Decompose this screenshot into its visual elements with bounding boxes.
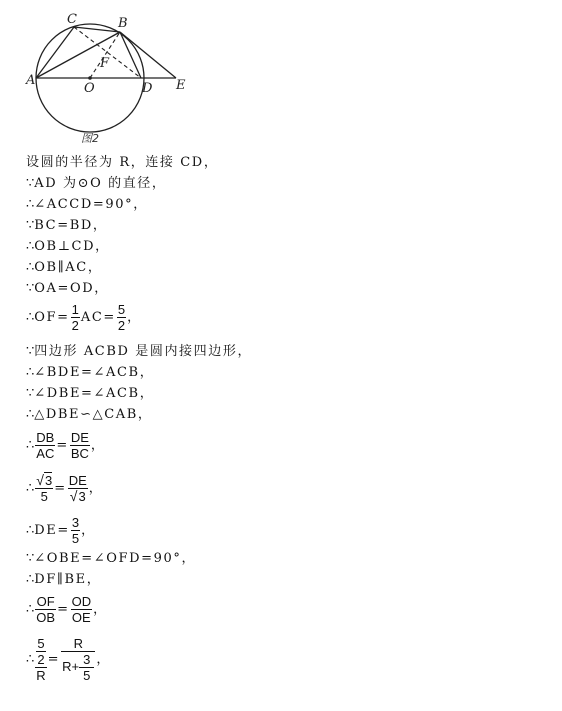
proof-line-11: ∵∠DBE=∠ACB，	[26, 386, 155, 401]
label-c: C	[67, 12, 77, 27]
proof-line-9: ∵四边形 ACBD 是圆内接四边形，	[26, 344, 253, 359]
proof-line-16: ∵∠OBE=∠OFD=90°，	[26, 551, 197, 566]
proof-line-14: ∴ $\frac{√3}{5}$ = $\frac{DE}{√3}$ ，	[26, 472, 104, 504]
because-symbol: ∵	[26, 218, 35, 233]
because-symbol: ∵	[26, 281, 35, 296]
proof-line-13: ∴ $\frac{DB}{AC}$ = $\frac{DE}{BC}$ ，	[26, 430, 106, 461]
label-f: F	[100, 56, 110, 71]
proof-line-6: ∴OB∥AC，	[26, 260, 103, 275]
proof-line-3: ∴∠ACCD=90°，	[26, 197, 148, 212]
proof-line-4: ∵BC=BD，	[26, 218, 108, 233]
proof-line-15: ∴DE= $\frac{3}{5}$ ，	[26, 515, 96, 546]
fraction: $\frac{DE}{BC}$	[70, 430, 89, 461]
fraction: $\frac{OF}{OB}$	[36, 594, 56, 625]
proof-line-10: ∴∠BDE=∠ACB，	[26, 365, 155, 380]
label-a: A	[26, 73, 36, 88]
compound-fraction: R R+ $\frac{3}{5}$	[61, 636, 95, 683]
proof-line-1: 设圆的半径为 R，连接 CD，	[26, 155, 219, 170]
center-point-o	[88, 76, 92, 80]
line-ob-dashed	[90, 32, 120, 78]
geometry-figure	[24, 8, 194, 143]
therefore-symbol: ∴	[26, 239, 35, 254]
because-symbol: ∵	[26, 176, 35, 191]
label-o: O	[84, 81, 95, 96]
proof-line-2: ∵AD 为⊙O 的直径，	[26, 176, 167, 191]
proof-line-19: ∴ $\frac{\frac{5}{2}}{R}$ = R R+ $\frac{3}{5}$ ，	[26, 636, 111, 683]
fraction: $\frac{DE}{√3}$	[68, 473, 87, 504]
proof-line-7: ∵OA=OD，	[26, 281, 109, 296]
compound-fraction: $\frac{\frac{5}{2}}{R}$	[36, 636, 46, 683]
fraction: $\frac{OD}{OE}$	[71, 594, 92, 625]
fraction: $\frac{√3}{5}$	[36, 472, 53, 504]
fraction: $\frac{1}{2}$	[71, 302, 79, 333]
label-b: B	[118, 16, 128, 31]
line-bd	[120, 32, 141, 78]
figure-caption: 图2	[81, 132, 99, 143]
proof-line-5: ∴OB⊥CD，	[26, 239, 110, 254]
therefore-symbol: ∴	[26, 260, 35, 275]
therefore-symbol: ∴	[26, 197, 35, 212]
proof-line-12: ∴△DBE∽△CAB，	[26, 407, 153, 422]
fraction: $\frac{DB}{AC}$	[36, 430, 55, 461]
line-be	[120, 32, 176, 78]
label-e: E	[176, 78, 186, 93]
fraction: $\frac{3}{5}$	[71, 515, 80, 546]
proof-line-17: ∴DF∥BE，	[26, 572, 102, 587]
proof-line-8: ∴OF= $\frac{1}{2}$ AC= $\frac{5}{2}$ ，	[26, 302, 142, 333]
proof-line-18: ∴ $\frac{OF}{OB}$ = $\frac{OD}{OE}$ ，	[26, 594, 108, 625]
fraction: $\frac{5}{2}$	[117, 302, 126, 333]
line-ab	[36, 32, 120, 78]
label-d: D	[142, 81, 153, 96]
